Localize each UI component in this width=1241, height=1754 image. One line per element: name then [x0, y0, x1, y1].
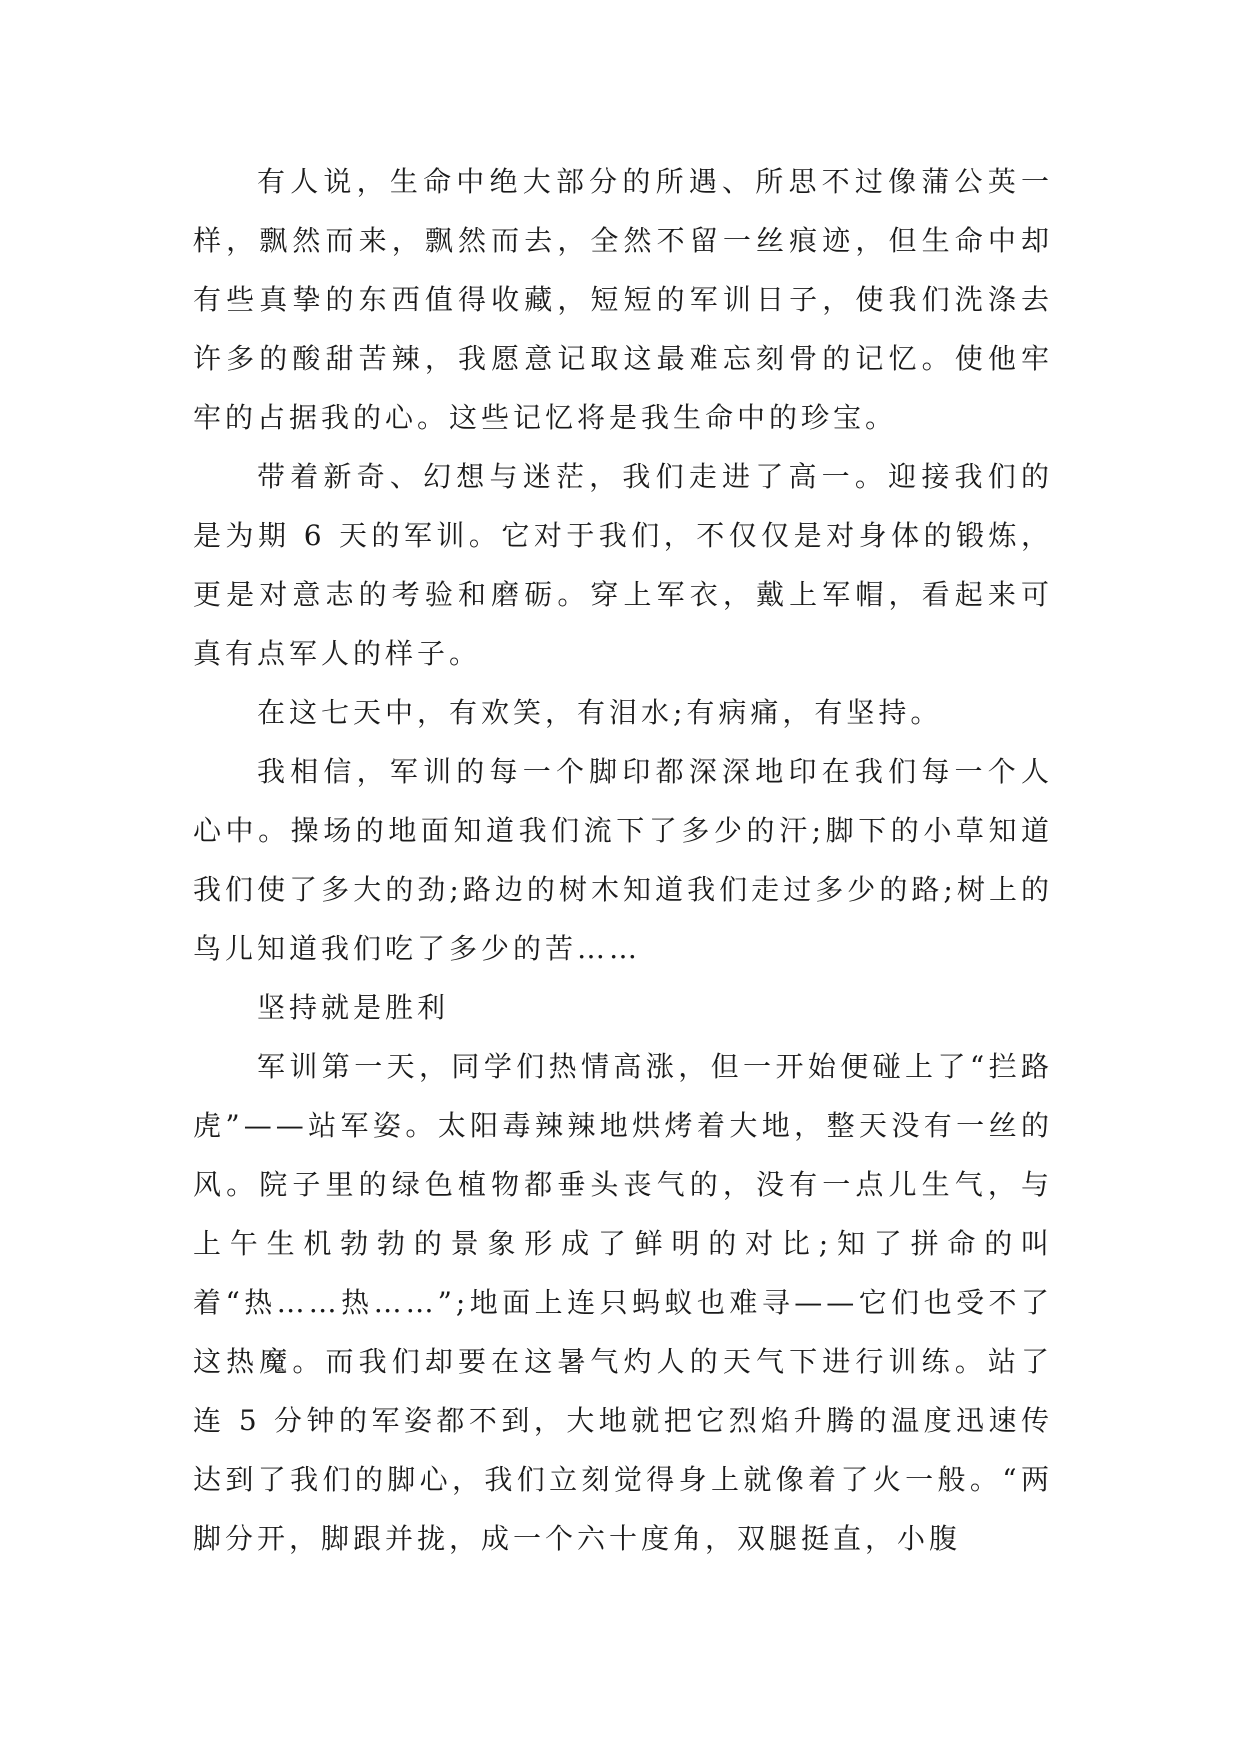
paragraph-first-grade: 带着新奇、幻想与迷茫，我们走进了高一。迎接我们的是为期 6 天的军训。它对于我们，不仅仅是对身体的锻炼，更是对意志的考验和磨砺。穿上军衣，戴上军帽，看起来可真有点军人的样子。: [193, 460, 1053, 670]
paragraph-seven-days: 在这七天中，有欢笑，有泪水;有病痛，有坚持。: [257, 696, 943, 729]
section-heading: 坚持就是胜利: [257, 991, 450, 1024]
paragraph-intro: 有人说，生命中绝大部分的所遇、所思不过像蒲公英一样，飘然而来，飘然而去，全然不留一丝痕迹，但生命中却有些真挚的东西值得收藏，短短的军训日子，使我们洗涤去许多的酸甜苦辣，我愿意记取这最难忘刻骨的记忆。使他牢牢的占据我的心。这些记忆将是我生命中的珍宝。: [193, 165, 1053, 434]
paragraph-first-day: 军训第一天，同学们热情高涨，但一开始便碰上了“拦路虎”——站军姿。太阳毒辣辣地烘烤着大地，整天没有一丝的风。院子里的绿色植物都垂头丧气的，没有一点儿生气，与上午生机勃勃的景象形成了鲜明的对比;知了拼命的叫着“热……热……”;地面上连只蚂蚁也难寻——它们也受不了这热魔。而我们却要在这暑气灼人的天气下进行训练。站了连 5 分钟的军姿都不到，大地就把它烈焰升腾的温度迅速传达到了我们的脚心，我们立刻觉得身上就像着了火一般。“两脚分开，脚跟并拢，成一个六十度角，双腿挺直，小腹: [193, 1050, 1053, 1555]
paragraph-footprints: 我相信，军训的每一个脚印都深深地印在我们每一个人心中。操场的地面知道我们流下了多少的汗;脚下的小草知道我们使了多大的劲;路边的树木知道我们走过多少的路;树上的鸟儿知道我们吃了多少的苦……: [193, 755, 1053, 965]
document-page: [193, 152, 1053, 1568]
